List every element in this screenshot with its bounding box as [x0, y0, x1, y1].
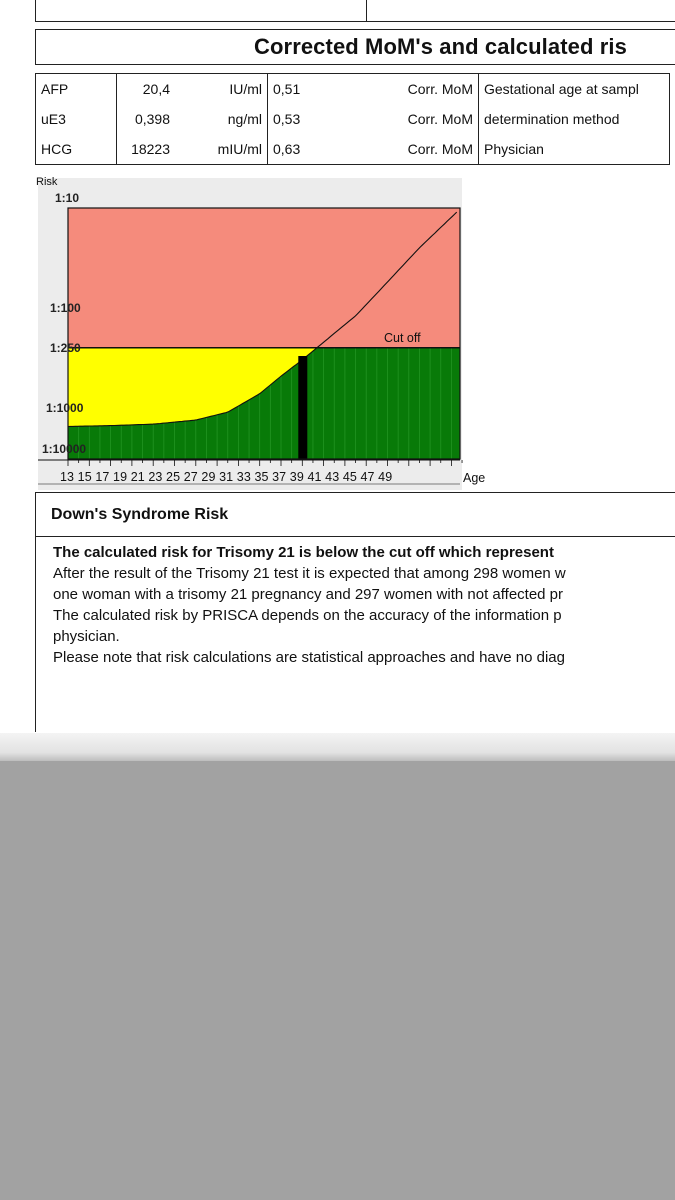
marker-type-cell: Corr. MoM — [373, 134, 479, 165]
risk-text-line: physician. — [53, 628, 120, 645]
marker-name-cell: uE3 — [36, 104, 117, 134]
risk-text-line: After the result of the Trisomy 21 test it is expected that among 298 women w — [53, 565, 566, 582]
risk-text-line: Please note that risk calculations are statistical approaches and have no diag — [53, 649, 565, 666]
marker-info-cell: Gestational age at sampl — [484, 81, 639, 97]
downs-risk-text — [53, 542, 566, 668]
y-tick-label: 1:1000 — [46, 401, 84, 415]
page-edge — [0, 733, 675, 761]
report-title: Corrected MoM's and calculated ris — [254, 34, 627, 59]
marker-name-cell: AFP — [36, 74, 117, 105]
downs-risk-title: Down's Syndrome Risk — [51, 506, 229, 523]
marker-type-cell: Corr. MoM — [373, 104, 479, 134]
risk-summary-line: The calculated risk for Trisomy 21 is below the cut off which represent — [53, 544, 554, 561]
y-tick-label: 1:250 — [50, 340, 81, 355]
x-tick-labels: 13 15 17 19 21 23 25 27 29 31 33 35 37 39 41 43 45 47 49 — [60, 470, 393, 484]
y-tick-label: 1:10 — [55, 191, 80, 205]
marker-unit-cell: IU/ml — [175, 74, 268, 105]
marker-mom-cell: 0,53 — [273, 111, 301, 127]
patient-risk-marker — [298, 356, 307, 459]
marker-info-cell: determination method — [484, 111, 620, 127]
cutoff-label: Cut off — [384, 330, 421, 345]
downs-risk-header — [36, 493, 675, 537]
marker-info-cell: Physician — [484, 141, 544, 157]
y-tick-label: 1:100 — [50, 301, 81, 315]
marker-value-cell: 20,4 — [142, 81, 170, 97]
marker-value-cell: 0,398 — [134, 111, 170, 127]
risk-chart — [0, 0, 675, 492]
y-axis-label: Risk — [36, 176, 58, 188]
x-axis-label: Age — [463, 471, 486, 485]
y-tick-label: 1:10000 — [42, 442, 87, 456]
marker-type-cell: Corr. MoM — [373, 74, 479, 105]
risk-text-line: The calculated risk by PRISCA depends on the accuracy of the information p — [53, 607, 562, 624]
marker-mom-cell: 0,63 — [273, 141, 301, 157]
downs-risk-section — [35, 492, 675, 732]
marker-name-cell: HCG — [36, 134, 117, 165]
marker-mom-cell: 0,51 — [273, 81, 301, 97]
marker-value-cell: 18223 — [131, 141, 170, 157]
marker-unit-cell: ng/ml — [175, 104, 268, 134]
risk-text-line: one woman with a trisomy 21 pregnancy and 297 women with not affected pr — [53, 586, 564, 603]
high-risk-band — [68, 208, 460, 348]
marker-unit-cell: mIU/ml — [175, 134, 268, 165]
